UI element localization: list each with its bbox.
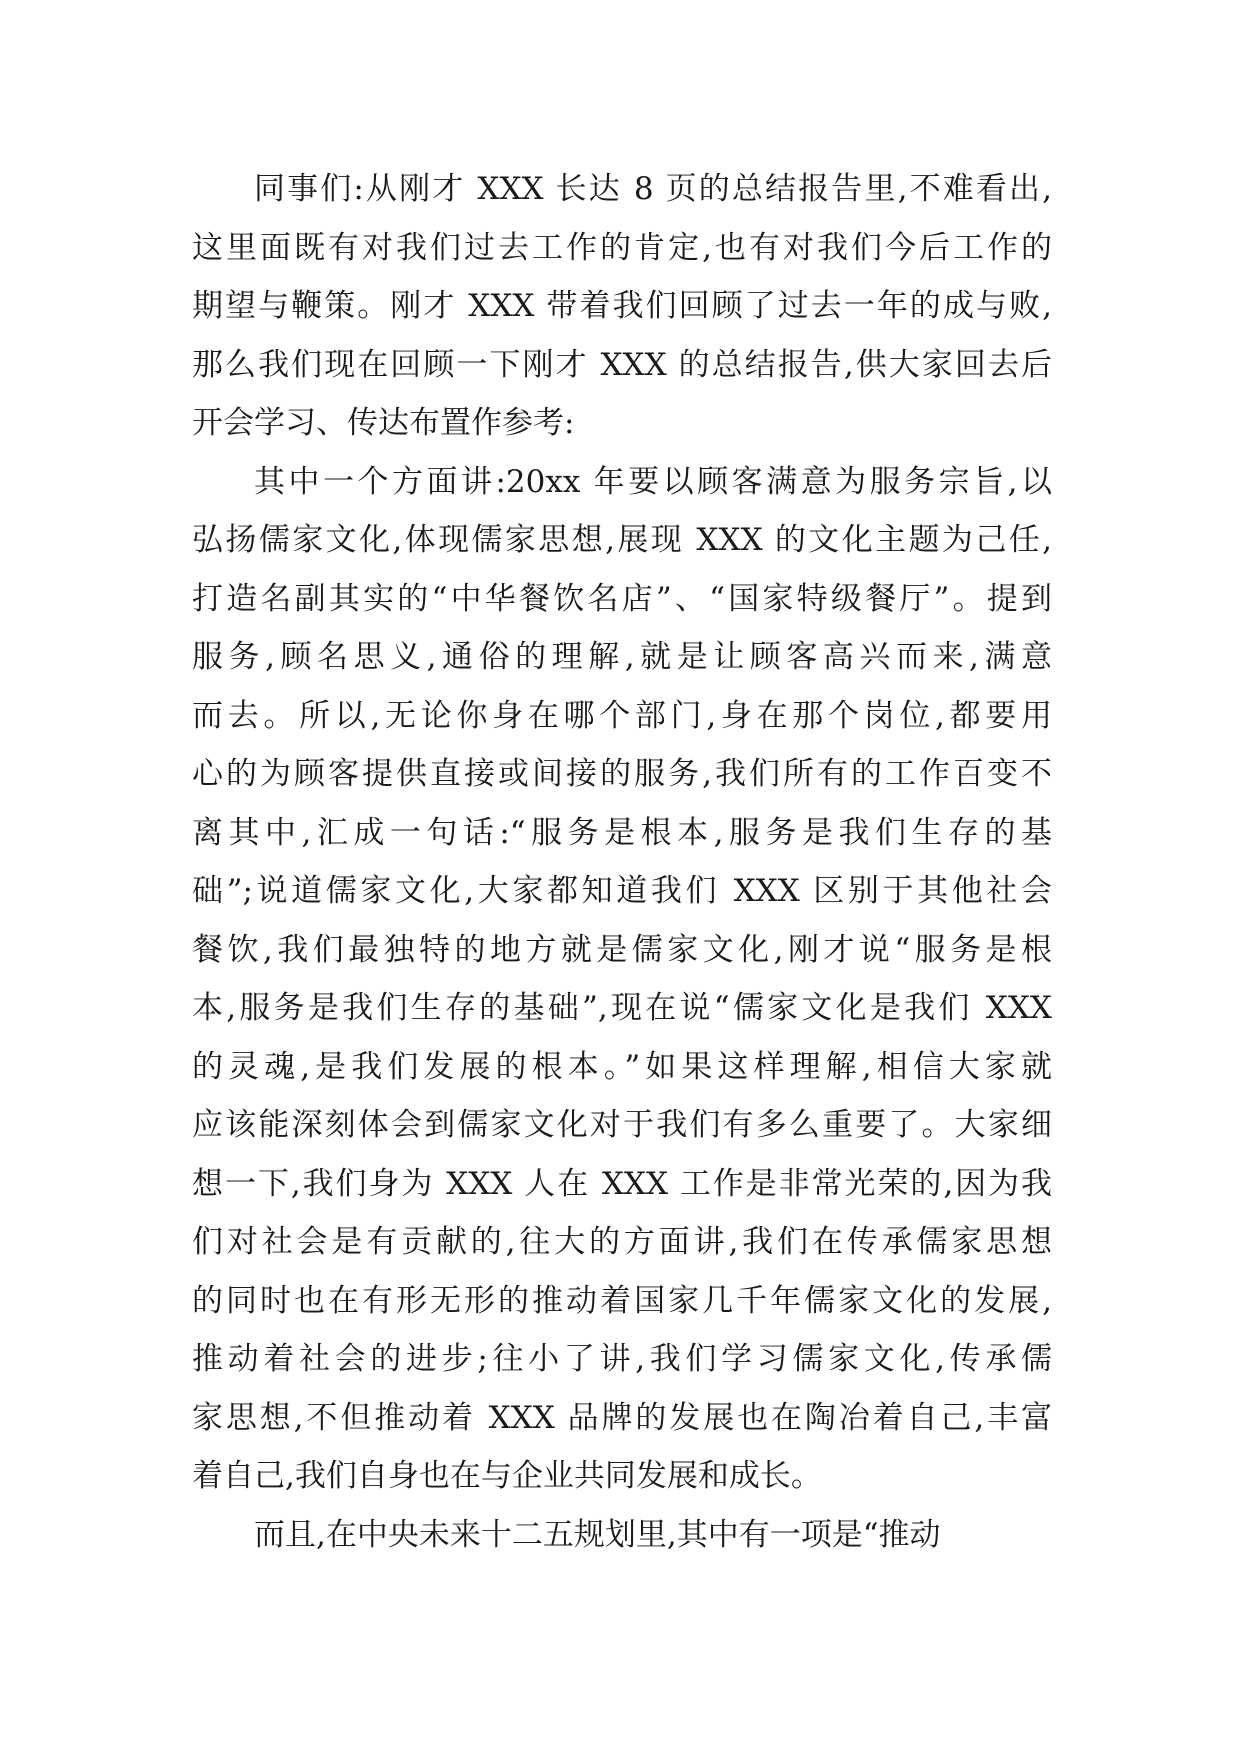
text-line: 心的为顾客提供直接或间接的服务,我们所有的工作百变不 bbox=[192, 756, 1052, 792]
document-body bbox=[192, 160, 1052, 1564]
text-line: 而去。所以,无论你身在哪个部门,身在那个岗位,都要用 bbox=[192, 697, 1052, 734]
text-line: 开会学习、传达布置作参考: bbox=[192, 405, 575, 441]
text-line: 想一下,我们身为 XXX 人在 XXX 工作是非常光荣的,因为我 bbox=[192, 1165, 1052, 1202]
text-line: 这里面既有对我们过去工作的肯定,也有对我们今后工作的 bbox=[192, 229, 1052, 266]
paragraph bbox=[192, 160, 1052, 453]
text-line: 的同时也在有形无形的推动着国家几千年儒家文化的发展, bbox=[192, 1282, 1052, 1319]
text-line: 础”;说道儒家文化,大家都知道我们 XXX 区别于其他社会 bbox=[192, 873, 1052, 909]
text-line: 期望与鞭策。刚才 XXX 带着我们回顾了过去一年的成与败, bbox=[192, 288, 1052, 324]
text-line: 而且,在中央未来十二五规划里,其中有一项是“推动 bbox=[254, 1516, 941, 1553]
text-line: 家思想,不但推动着 XXX 品牌的发展也在陶冶着自己,丰富 bbox=[192, 1399, 1052, 1436]
text-line: 餐饮,我们最独特的地方就是儒家文化,刚才说“服务是根 bbox=[192, 931, 1052, 968]
text-line: 服务,顾名思义,通俗的理解,就是让顾客高兴而来,满意 bbox=[192, 639, 1052, 675]
text-line: 们对社会是有贡献的,往大的方面讲,我们在传承儒家思想 bbox=[192, 1224, 1052, 1260]
paragraph bbox=[192, 1506, 1052, 1565]
text-line: 那么我们现在回顾一下刚才 XXX 的总结报告,供大家回去后 bbox=[192, 346, 1052, 383]
text-line: 着自己,我们自身也在与企业共同发展和成长。 bbox=[192, 1458, 822, 1494]
paragraph bbox=[192, 453, 1052, 1506]
text-line: 打造名副其实的“中华餐饮名店”、“国家特级餐厅”。提到 bbox=[192, 580, 1052, 617]
text-line: 弘扬儒家文化,体现儒家思想,展现 XXX 的文化主题为己任, bbox=[192, 522, 1052, 558]
text-line: 本,服务是我们生存的基础”,现在说“儒家文化是我们 XXX bbox=[192, 990, 1052, 1026]
text-line: 其中一个方面讲:20xx 年要以顾客满意为服务宗旨,以 bbox=[254, 463, 1052, 500]
text-line: 同事们:从刚才 XXX 长达 8 页的总结报告里,不难看出, bbox=[254, 171, 1052, 207]
text-line: 推动着社会的进步;往小了讲,我们学习儒家文化,传承儒 bbox=[192, 1341, 1052, 1377]
text-line: 离其中,汇成一句话:“服务是根本,服务是我们生存的基 bbox=[192, 814, 1052, 851]
text-line: 的灵魂,是我们发展的根本。”如果这样理解,相信大家就 bbox=[192, 1048, 1052, 1085]
text-line: 应该能深刻体会到儒家文化对于我们有多么重要了。大家细 bbox=[192, 1107, 1052, 1143]
